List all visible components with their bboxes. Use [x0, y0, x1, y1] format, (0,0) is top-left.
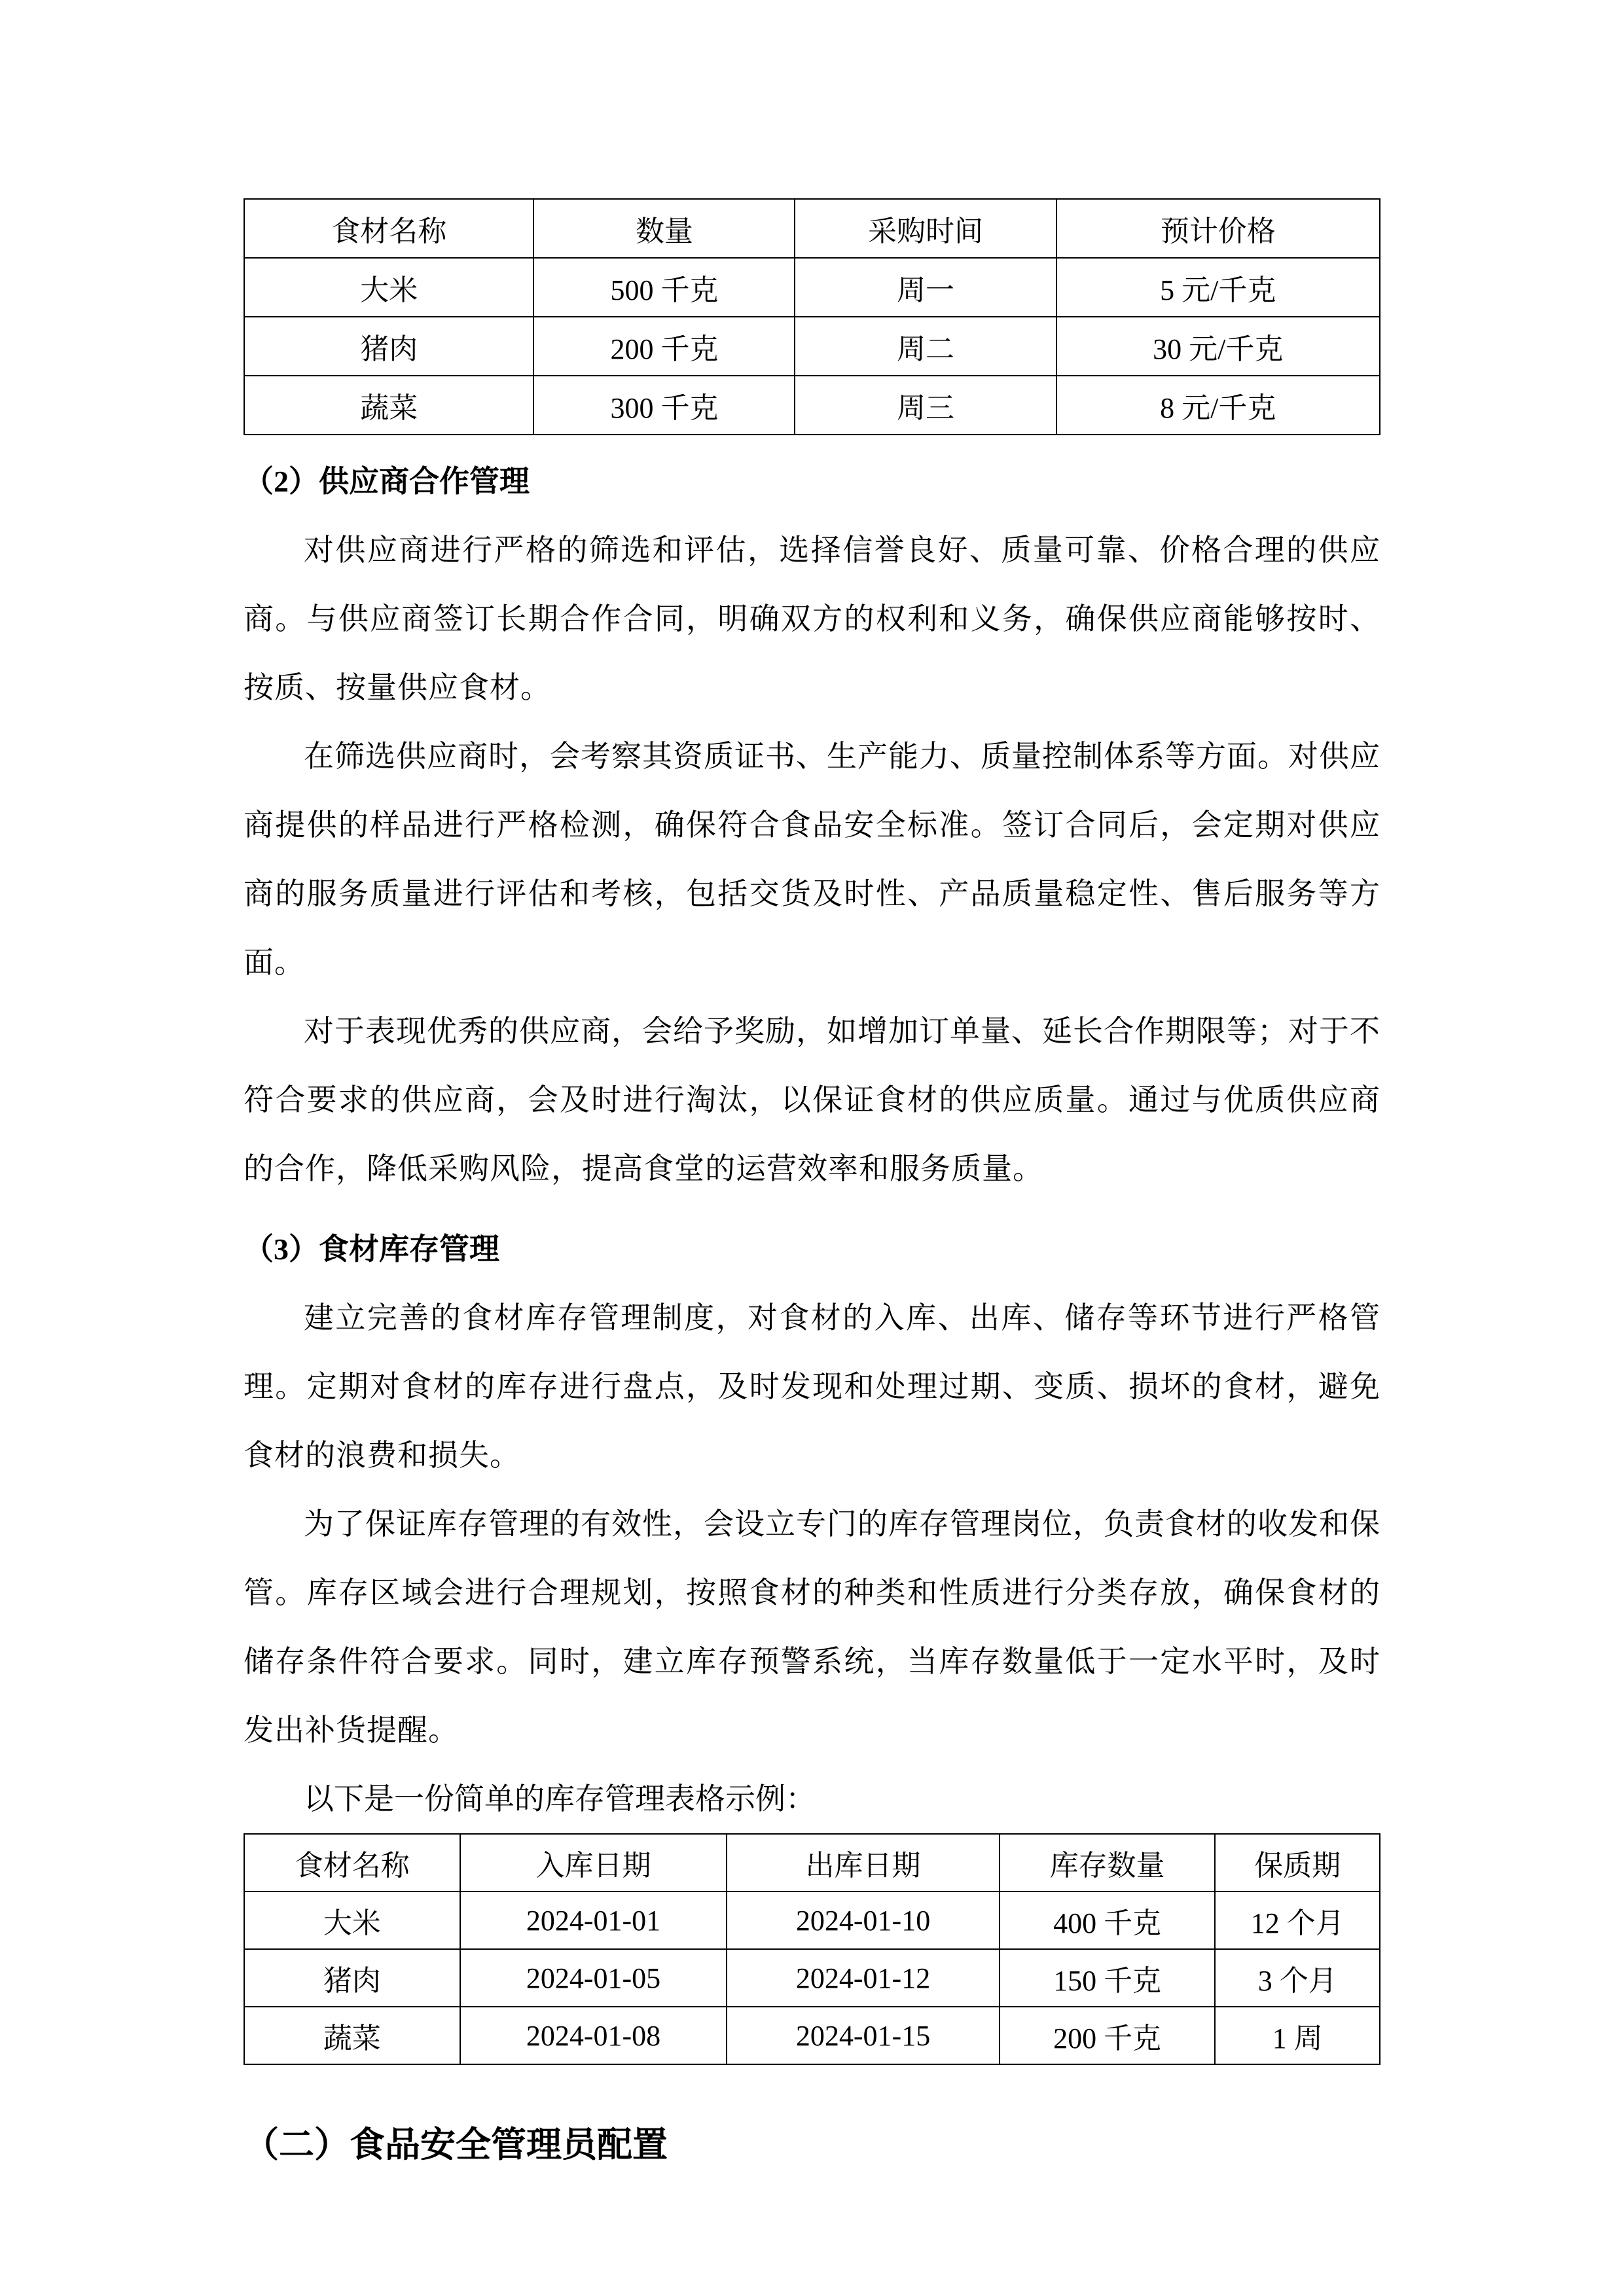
- table-cell: 蔬菜: [244, 376, 533, 435]
- table-cell: 3 个月: [1215, 1949, 1380, 2007]
- column-header: 采购时间: [795, 199, 1056, 258]
- paragraph: 为了保证库存管理的有效性，会设立专门的库存管理岗位，负责食材的收发和保管。库存区域会进行合理规划，按照食材的种类和性质进行分类存放，确保食材的储存条件符合要求。同时，建立库存预警系统，当库存数量低于一定水平时，及时发出补货提醒。: [244, 1507, 1380, 1747]
- table-cell: 蔬菜: [244, 2007, 460, 2064]
- paragraph: 对供应商进行严格的筛选和评估，选择信誉良好、质量可靠、价格合理的供应商。与供应商签订长期合作合同，明确双方的权利和义务，确保供应商能够按时、按质、按量供应食材。: [244, 533, 1380, 704]
- column-header: 食材名称: [244, 1834, 460, 1892]
- table-row: [244, 376, 1380, 435]
- column-header: 数量: [533, 199, 795, 258]
- table-cell: 2024-01-05: [460, 1949, 727, 2007]
- table-cell: 大米: [244, 258, 533, 317]
- column-header: 保质期: [1215, 1834, 1380, 1892]
- column-header: 预计价格: [1056, 199, 1380, 258]
- table-cell: 400 千克: [1000, 1892, 1216, 1949]
- table-row: [244, 317, 1380, 376]
- table-row: [244, 2007, 1380, 2064]
- table-cell: 500 千克: [533, 258, 795, 317]
- table-row: [244, 1949, 1380, 2007]
- procurement-table: [244, 198, 1380, 435]
- table-cell: 周三: [795, 376, 1056, 435]
- table-cell: 5 元/千克: [1056, 258, 1380, 317]
- table-intro: 以下是一份简单的库存管理表格示例：: [304, 1782, 816, 1816]
- table-cell: 2024-01-12: [727, 1949, 999, 2007]
- table-cell: 2024-01-10: [727, 1892, 999, 1949]
- table-cell: 2024-01-08: [460, 2007, 727, 2064]
- section-heading-supplier: （2）供应商合作管理: [244, 465, 530, 498]
- table-cell: 周一: [795, 258, 1056, 317]
- table-header-row: [244, 1834, 1380, 1892]
- table-cell: 8 元/千克: [1056, 376, 1380, 435]
- table-cell: 大米: [244, 1892, 460, 1949]
- column-header: 出库日期: [727, 1834, 999, 1892]
- final-heading: （二）食品安全管理员配置: [244, 2125, 668, 2164]
- document-content: [244, 198, 1380, 2184]
- table-cell: 周二: [795, 317, 1056, 376]
- inventory-table: [244, 1833, 1380, 2065]
- table-cell: 猪肉: [244, 317, 533, 376]
- paragraph: 对于表现优秀的供应商，会给予奖励，如增加订单量、延长合作期限等；对于不符合要求的供应商，会及时进行淘汰，以保证食材的供应质量。通过与优质供应商的合作，降低采购风险，提高食堂的运营效率和服务质量。: [244, 1014, 1380, 1185]
- table-cell: 2024-01-01: [460, 1892, 727, 1949]
- column-header: 库存数量: [1000, 1834, 1216, 1892]
- table-row: [244, 1892, 1380, 1949]
- table-row: [244, 258, 1380, 317]
- table-cell: 1 周: [1215, 2007, 1380, 2064]
- table-cell: 猪肉: [244, 1949, 460, 2007]
- paragraph: 在筛选供应商时，会考察其资质证书、生产能力、质量控制体系等方面。对供应商提供的样品进行严格检测，确保符合食品安全标准。签订合同后，会定期对供应商的服务质量进行评估和考核，包括交货及时性、产品质量稳定性、售后服务等方面。: [244, 740, 1380, 979]
- column-header: 入库日期: [460, 1834, 727, 1892]
- column-header: 食材名称: [244, 199, 533, 258]
- table-header-row: [244, 199, 1380, 258]
- table-cell: 150 千克: [1000, 1949, 1216, 2007]
- table-cell: 300 千克: [533, 376, 795, 435]
- paragraph: 建立完善的食材库存管理制度，对食材的入库、出库、储存等环节进行严格管理。定期对食材的库存进行盘点，及时发现和处理过期、变质、损坏的食材，避免食材的浪费和损失。: [244, 1301, 1380, 1472]
- section-heading-inventory: （3）食材库存管理: [244, 1232, 499, 1266]
- table-cell: 30 元/千克: [1056, 317, 1380, 376]
- table-cell: 2024-01-15: [727, 2007, 999, 2064]
- table-cell: 200 千克: [533, 317, 795, 376]
- table-cell: 12 个月: [1215, 1892, 1380, 1949]
- table-cell: 200 千克: [1000, 2007, 1216, 2064]
